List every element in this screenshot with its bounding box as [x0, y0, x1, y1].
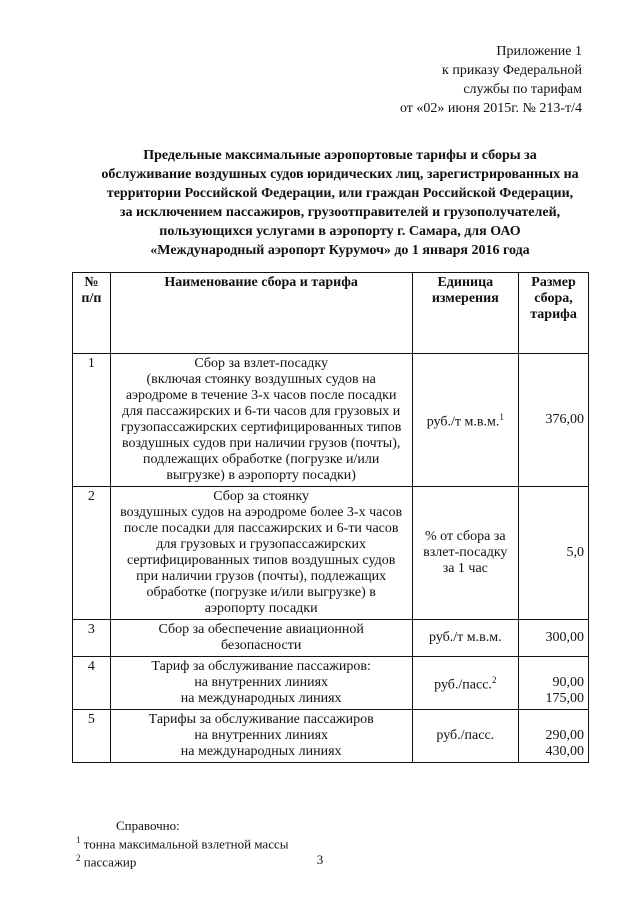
size-value: 430,00 — [545, 744, 584, 759]
name-line: Тариф за обслуживание пассажиров: — [151, 659, 371, 674]
cell-size — [519, 710, 589, 763]
cell-no: 1 — [73, 354, 111, 487]
header-size: Размер сбора, тарифа — [519, 273, 589, 354]
size-value: 290,00 — [545, 728, 584, 743]
cell-name — [110, 354, 412, 487]
name-line: Сбор за обеспечение авиационной — [158, 622, 364, 637]
footnote-text: пассажир — [83, 854, 137, 870]
name-line: выгрузке) в аэропорту посадки) — [166, 468, 356, 483]
cell-name — [110, 710, 412, 763]
size-value: 300,00 — [545, 630, 584, 645]
title-line: обслуживание воздушных судов юридических лиц, зарегистрированных на — [101, 167, 579, 182]
title-line: за исключением пассажиров, грузоотправителей и грузополучателей, — [119, 205, 561, 220]
cell-size — [519, 620, 589, 657]
annex-block — [400, 42, 582, 118]
unit-text: руб./пасс. — [434, 677, 492, 693]
cell-no: 5 — [73, 710, 111, 763]
size-value: 5,0 — [566, 545, 584, 560]
unit-text: руб./т м.в.м. — [429, 630, 502, 645]
header-unit: Единица измерения — [412, 273, 519, 354]
header-no: № п/п — [73, 273, 111, 354]
title-line: Предельные максимальные аэропортовые тарифы и сборы за — [143, 148, 537, 163]
name-line: аэропорту посадки — [204, 601, 318, 616]
page-number: 3 — [316, 852, 324, 867]
name-line: для пассажирских и 6-ти часов для грузовых и — [122, 404, 401, 419]
size-value: 90,00 — [552, 675, 584, 690]
cell-unit — [412, 710, 519, 763]
unit-text: руб./пасс. — [436, 728, 495, 743]
annex-line: к приказу Федеральной — [442, 63, 582, 78]
name-line: Тарифы за обслуживание пассажиров — [148, 712, 374, 727]
name-line: на международных линиях — [180, 744, 342, 759]
title-line: территории Российской Федерации, или граждан Российской Федерации, — [106, 186, 574, 201]
name-line: безопасности — [220, 638, 302, 653]
footnote-text: тонна максимальной взлетной массы — [83, 836, 289, 852]
name-line: на внутренних линиях — [194, 675, 329, 690]
name-line: грузопассажирских сертифицированных типов — [120, 420, 402, 435]
cell-size — [519, 657, 589, 710]
annex-line: службы по тарифам — [463, 82, 582, 97]
cell-no: 4 — [73, 657, 111, 710]
name-line: воздушных судов при наличии грузов (почты), — [121, 436, 401, 451]
name-line: для грузовых и грузопассажирских — [156, 537, 367, 552]
name-line: (включая стоянку воздушных судов на — [146, 372, 376, 387]
name-line: подлежащих обработке (погрузке и/или — [142, 452, 380, 467]
footnote-1 — [76, 833, 288, 851]
footnote-mark: 1 — [76, 835, 81, 845]
reference-label: Справочно: — [116, 818, 180, 833]
tariff-table — [72, 272, 589, 763]
annex-line: Приложение 1 — [496, 44, 582, 59]
cell-no: 3 — [73, 620, 111, 657]
title-line: пользующихся услугами в аэропорту г. Самара, для ОАО — [159, 224, 521, 239]
name-line: аэродроме в течение 3-х часов после посадки — [125, 388, 397, 403]
size-value: 175,00 — [545, 691, 584, 706]
name-line: Сбор за стоянку — [213, 489, 310, 504]
cell-size — [519, 354, 589, 487]
table-header-row — [73, 273, 589, 354]
unit-footnote-mark: 1 — [499, 412, 504, 423]
name-line: на внутренних линиях — [194, 728, 329, 743]
header-name: Наименование сбора и тарифа — [110, 273, 412, 354]
name-line: на международных линиях — [180, 691, 342, 706]
cell-name — [110, 487, 412, 620]
footnote-mark: 2 — [76, 853, 81, 864]
name-line: сертифицированных типов воздушных судов — [127, 553, 396, 568]
cell-size — [519, 487, 589, 620]
annex-line: от «02» июня 2015г. № 213-т/4 — [399, 101, 582, 116]
cell-unit — [412, 657, 519, 710]
table-row — [73, 620, 589, 657]
cell-no: 2 — [73, 487, 111, 620]
document-title — [40, 146, 640, 260]
cell-name — [110, 657, 412, 710]
title-line: «Международный аэропорт Курумоч» до 1 января 2016 года — [150, 243, 530, 258]
table-body — [73, 354, 589, 763]
name-line: после посадки для пассажирских и 6-ти часов — [123, 521, 399, 536]
table-row — [73, 487, 589, 620]
cell-name — [110, 620, 412, 657]
cell-unit — [412, 620, 519, 657]
table-row — [73, 657, 589, 710]
name-line: Сбор за взлет-посадку — [194, 356, 328, 371]
table-row — [73, 354, 589, 487]
name-line: обработке (погрузке и/или выгрузке) в — [146, 585, 376, 600]
name-line: при наличии грузов (почты), подлежащих — [136, 569, 387, 584]
size-value: 376,00 — [545, 412, 584, 427]
unit-text: % от сбора за взлет-посадку за 1 час — [423, 529, 508, 576]
cell-unit — [412, 487, 519, 620]
name-line: воздушных судов на аэродроме более 3-х часов — [120, 505, 403, 520]
cell-unit — [412, 354, 519, 487]
unit-text: руб./т м.в.м. — [426, 414, 500, 430]
unit-footnote-mark: 2 — [491, 675, 497, 686]
table-row — [73, 710, 589, 763]
